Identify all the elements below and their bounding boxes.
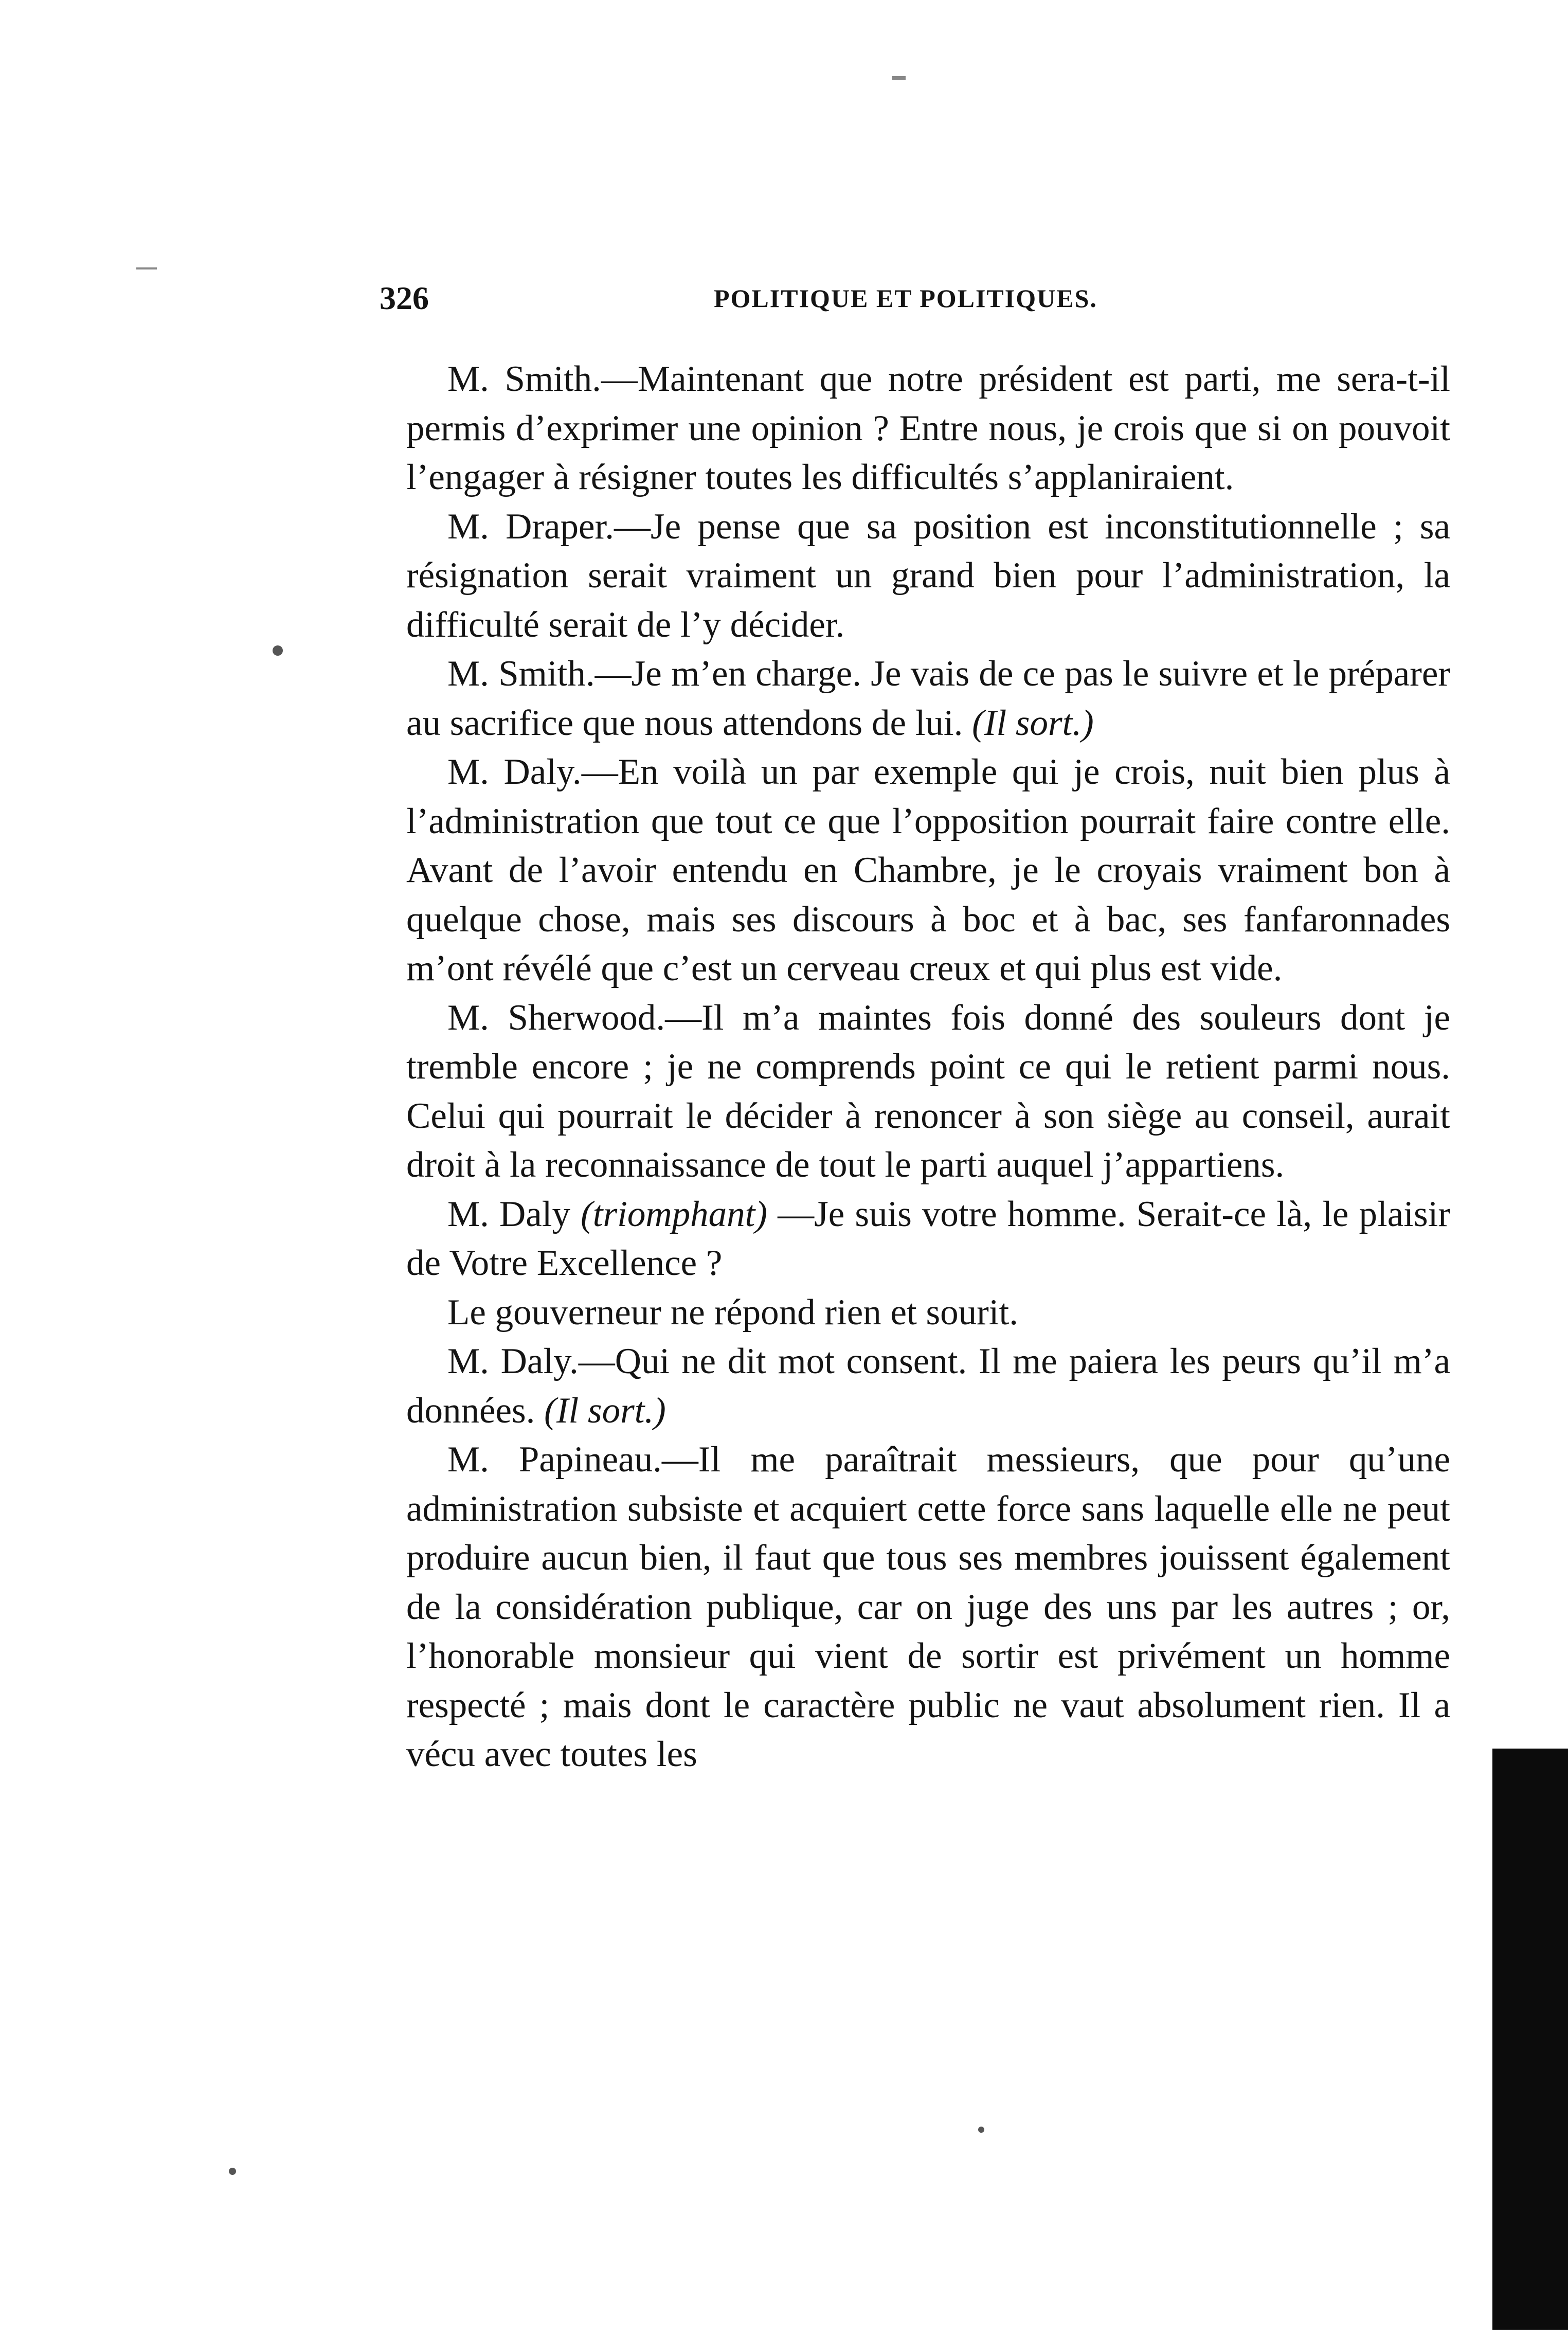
stage-direction: (Il sort.) bbox=[972, 703, 1094, 743]
paragraph-text: —Je m’en charge. Je vais de ce pas le suivre et le préparer au sacrifice que nous attendons de lui. bbox=[406, 654, 1451, 743]
paragraph-text: —Il me paraîtrait messieurs, que pour qu’une administration subsiste et acquiert cette force sans laquelle elle ne peut produire aucun bien, il faut que tous ses membres jouissent également de la considération publique, car on juge des uns par les autres ; or, l’honorable monsieur qui vient de sortir est privément un homme respecté ; mais dont le caractère public ne vaut absolument rien. Il a vécu avec toutes les bbox=[406, 1439, 1450, 1774]
stage-direction: (Il sort.) bbox=[544, 1390, 666, 1431]
ink-speck bbox=[273, 645, 283, 656]
paragraph-text: —Il m’a maintes fois donné des souleurs dont je tremble encore ; je ne comprends point ce qui le retient parmi nous. Celui qui pourrait le décider à renoncer à son siège au conseil, aurait droit à la reconnaissance de tout le parti auquel j’appartiens. bbox=[406, 997, 1450, 1185]
paragraph-smith-2 bbox=[406, 650, 1450, 748]
speaker-name: M. Daly. bbox=[447, 1341, 579, 1381]
paragraph-text: Le gouverneur ne répond rien et sourit. bbox=[447, 1292, 1018, 1333]
page-header bbox=[380, 278, 1189, 319]
speaker-name: M. Papineau. bbox=[447, 1439, 662, 1480]
paragraph-text: —Maintenant que notre président est parti, me sera-t-il permis d’exprimer une opinion ? Entre nous, je crois que si on pouvoit l’engager à résigner toutes les difficultés s’applaniraient. bbox=[406, 359, 1450, 497]
scan-edge-shadow bbox=[1492, 1749, 1568, 2330]
paragraph-draper bbox=[406, 502, 1450, 650]
paragraph-daly-1 bbox=[406, 748, 1450, 994]
ink-speck bbox=[229, 2168, 236, 2175]
running-title: POLITIQUE ET POLITIQUES. bbox=[714, 284, 1097, 313]
stage-direction-inline: (triomphant) bbox=[581, 1194, 767, 1234]
speaker-name: M. Draper. bbox=[447, 506, 614, 547]
paragraph-text: —Je suis votre homme. Serait-ce là, le plaisir de Votre Excellence ? bbox=[406, 1194, 1450, 1283]
speaker-name: M. Smith. bbox=[447, 654, 595, 694]
paragraph-text: —En voilà un par exemple qui je crois, nuit bien plus à l’administration que tout ce que l’opposition pourrait faire contre elle. Avant de l’avoir entendu en Chambre, je le croyais vraiment bon à quelque chose, mais ses discours à boc et à bac, ses fanfaronnades m’ont révélé que c’est un cerveau creux et qui plus est vide. bbox=[406, 752, 1450, 988]
page-number: 326 bbox=[380, 280, 429, 316]
speaker-name: M. Smith. bbox=[447, 359, 601, 399]
paragraph-text: —Qui ne dit mot consent. Il me paiera les peurs qu’il m’a données. bbox=[406, 1341, 1450, 1431]
text-body bbox=[406, 355, 1450, 1779]
scan-mark bbox=[136, 267, 157, 269]
speaker-name: M. Daly bbox=[447, 1194, 570, 1234]
speaker-name: M. Sherwood. bbox=[447, 997, 665, 1038]
paragraph-daly-3 bbox=[406, 1337, 1450, 1435]
paragraph-text: —Je pense que sa position est inconstitutionnelle ; sa résignation serait vraiment un grand bien pour l’administration, la difficulté serait de l’y décider. bbox=[406, 506, 1450, 645]
paragraph-governor bbox=[406, 1288, 1450, 1338]
paragraph-papineau bbox=[406, 1435, 1450, 1779]
scan-mark bbox=[892, 76, 906, 80]
speaker-name: M. Daly. bbox=[447, 752, 582, 792]
ink-speck bbox=[978, 2127, 984, 2133]
paragraph-daly-2 bbox=[406, 1190, 1450, 1288]
paragraph-sherwood bbox=[406, 994, 1450, 1190]
paragraph-smith-1 bbox=[406, 355, 1450, 502]
